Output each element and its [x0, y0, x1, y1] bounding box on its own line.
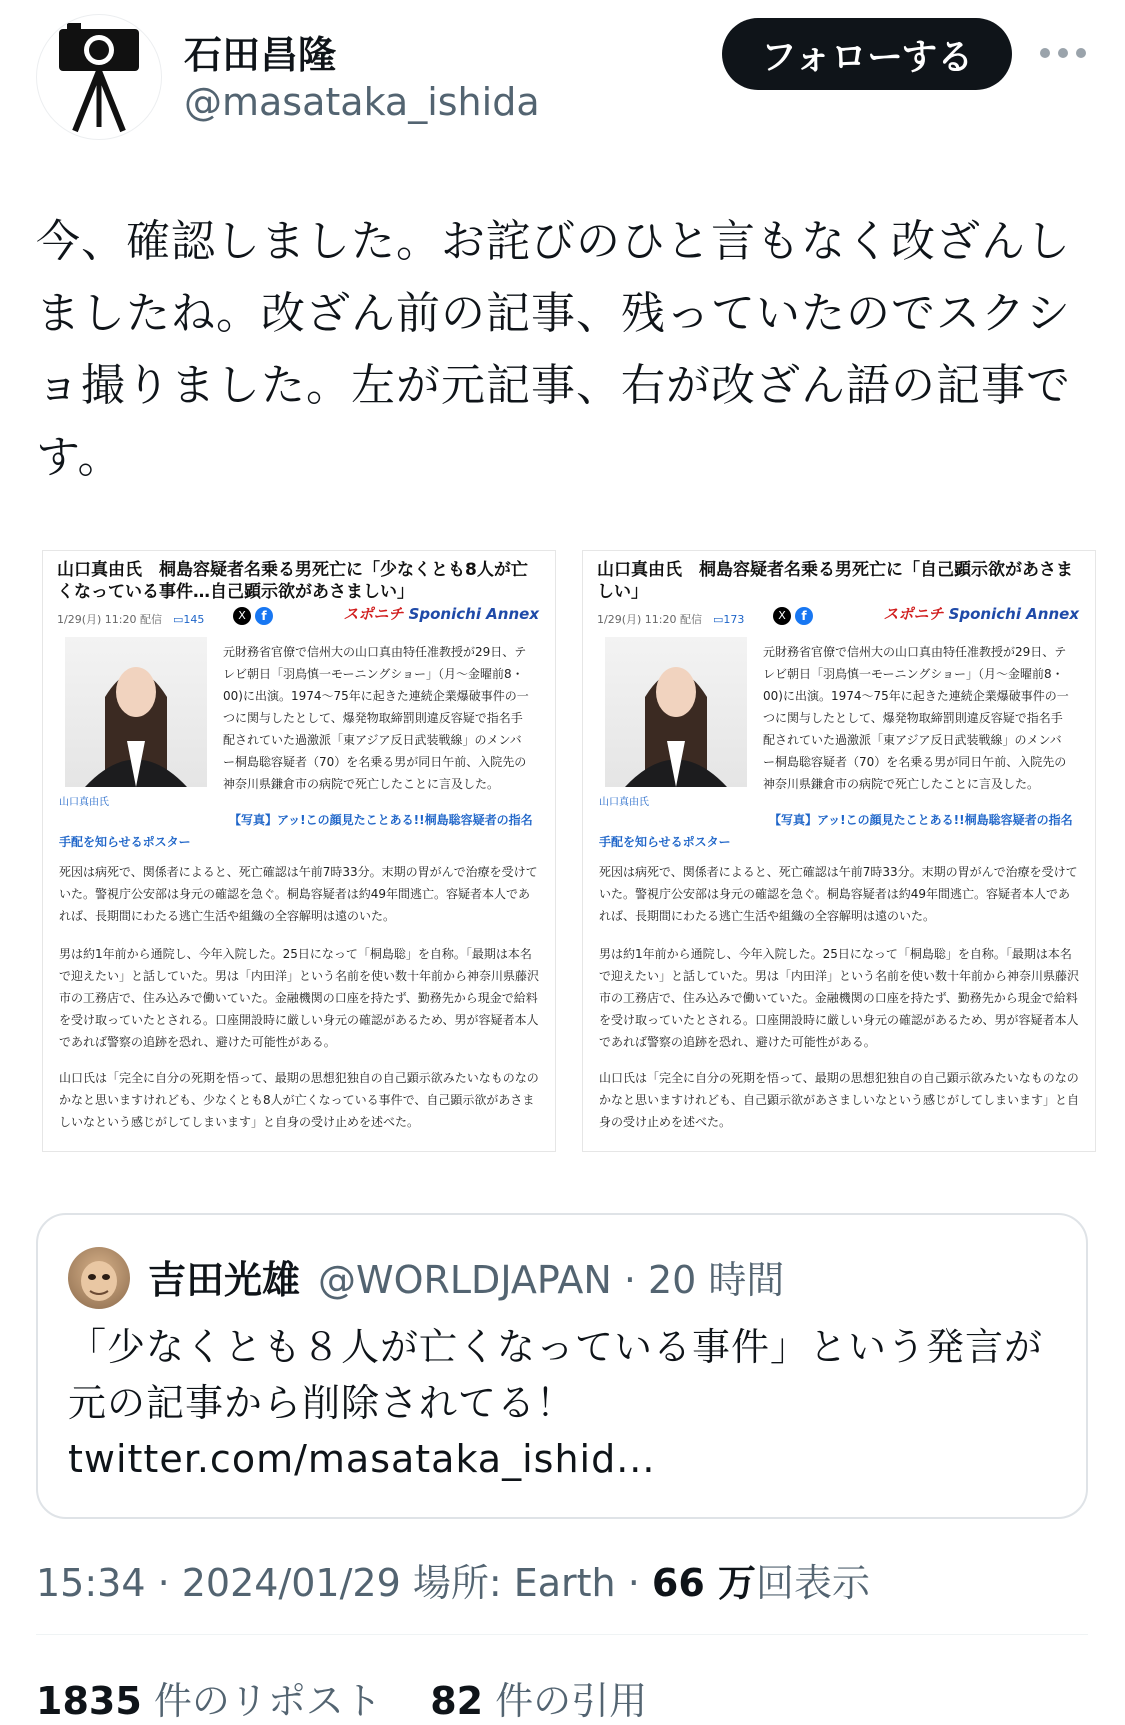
tweet-timestamp: 15:34 · 2024/01/29 場所: Earth · 66 万回表示	[36, 1561, 871, 1605]
article-paragraph: 男は約1年前から通院し、今年入院した。25日になって「桐島聡」を自称。「最期は本名で迎えたい」と話していた。男は「内田洋」という名前を使い数十年前から神奈川県藤沢市の工務店で、住み込みで働いていた。金融機関の口座を持たず、勤務先から現金で給料を受け取っていたとされる。口座開設時に厳しい身元の確認があるため、男が容疑者本人であれば警察の追跡を恐れ、避けた可能性がある。	[599, 947, 1080, 1049]
sponichi-logo: スポニチ Sponichi Annex	[343, 605, 539, 623]
quotes-link[interactable]: 82 件の引用	[430, 1679, 648, 1723]
share-icons	[233, 607, 277, 627]
article-paragraph: 男は約1年前から通院し、今年入院した。25日になって「桐島聡」を自称。「最期は本名で迎えたい」と話していた。男は「内田洋」という名前を使い数十年前から神奈川県藤沢市の工務店で、住み込みで働いていた。金融機関の口座を持たず、勤務先から現金で給料を受け取っていたとされる。口座開設時に厳しい身元の確認があるため、男が容疑者本人であれば警察の追跡を恐れ、避けた可能性がある。	[59, 947, 540, 1049]
author-handle[interactable]: @masataka_ishida	[184, 80, 540, 124]
article-headline: 山口真由氏 桐島容疑者名乗る男死亡に「少なくとも8人が亡くなっている事件…自己顕示欲があさましい」	[57, 560, 528, 602]
article-lead: 元財務省官僚で信州大の山口真由特任准教授が29日、テレビ朝日「羽鳥慎一モーニングショー」（月〜金曜前8・00)に出演。1974〜75年に起きた連続企業爆破事件の一つに関与したとして、爆発物取締罰則違反容疑で指名手配されていた過激派「東アジア反日武装戦線」のメンバー桐島聡容疑者（70）を名乗る男が同日午前、入院先の神奈川県鎌倉市の病院で死亡したことに言及した。	[763, 645, 1069, 791]
article-photo	[65, 637, 207, 787]
divider	[36, 1634, 1088, 1635]
facebook-icon: f	[795, 607, 813, 625]
engagement-stats	[36, 1670, 647, 1725]
article-meta: 1/29(月) 11:20 配信 ▭173	[597, 613, 745, 626]
more-options-icon[interactable]	[1040, 38, 1090, 68]
article-paragraph: 死因は病死で、関係者によると、死亡確認は午前7時33分。末期の胃がんで治療を受けていた。警視庁公安部は身元の確認を急ぐ。桐島容疑者は約49年間逃亡。容疑者本人であれば、長期間にわたる逃亡生活や組織の全容解明は遠のいた。	[599, 865, 1078, 923]
follow-button[interactable]: フォローする	[722, 18, 1012, 90]
article-screenshot-edited[interactable]	[582, 550, 1096, 1152]
article-screenshot-original[interactable]	[42, 550, 556, 1152]
x-logo-icon: X	[773, 607, 791, 625]
photo-link[interactable]: 【写真】アッ!この顔見たことある!!桐島聡容疑者の指名手配を知らせるポスター	[599, 813, 1073, 849]
views-count: 66 万	[651, 1561, 756, 1605]
author-avatar[interactable]	[36, 14, 162, 140]
photo-caption: 山口真由氏	[599, 797, 649, 808]
x-logo-icon: X	[233, 607, 251, 625]
tweet-media[interactable]	[36, 550, 1088, 1155]
quoted-author-handle[interactable]: @WORLDJAPAN · 20 時間	[318, 1258, 785, 1302]
tweet-header	[0, 0, 1125, 150]
article-paragraph: 山口氏は「完全に自分の死期を悟って、最期の思想犯独自の自己顕示欲みたいなものなのかなと思いますけれども、自己顕示欲があさましいなという感じがしてしまいます」と自身の受け止めを述べた。	[599, 1071, 1080, 1129]
article-photo	[605, 637, 747, 787]
quoted-tweet[interactable]	[36, 1213, 1088, 1519]
sponichi-logo: スポニチ Sponichi Annex	[883, 605, 1079, 623]
photo-caption: 山口真由氏	[59, 797, 109, 808]
photo-link[interactable]: 【写真】アッ!この顔見たことある!!桐島聡容疑者の指名手配を知らせるポスター	[59, 813, 533, 849]
camera-tripod-icon	[37, 15, 161, 139]
article-lead: 元財務省官僚で信州大の山口真由特任准教授が29日、テレビ朝日「羽鳥慎一モーニングショー」（月〜金曜前8・00)に出演。1974〜75年に起きた連続企業爆破事件の一つに関与したとして、爆発物取締罰則違反容疑で指名手配されていた過激派「東アジア反日武装戦線」のメンバー桐島聡容疑者（70）を名乗る男が同日午前、入院先の神奈川県鎌倉市の病院で死亡したことに言及した。	[223, 645, 529, 791]
article-meta: 1/29(月) 11:20 配信 ▭145	[57, 613, 205, 626]
quoted-author-avatar[interactable]	[68, 1247, 130, 1309]
facebook-icon: f	[255, 607, 273, 625]
article-paragraph: 山口氏は「完全に自分の死期を悟って、最期の思想犯独自の自己顕示欲みたいなものなのかなと思いますけれども、少なくとも8人が亡くなっている事件で、自己顕示欲があさましいなという感じがしてしまいます」と自身の受け止めを述べた。	[59, 1071, 539, 1129]
tweet-text: 今、確認しました。お詫びのひと言もなく改ざんしましたね。改ざん前の記事、残っていたのでスクショ撮りました。左が元記事、右が改ざん語の記事です。	[36, 216, 1071, 483]
reposts-link[interactable]: 1835 件のリポスト	[36, 1679, 382, 1723]
article-headline: 山口真由氏 桐島容疑者名乗る男死亡に「自己顕示欲があさましい」	[597, 560, 1073, 602]
quoted-author-name[interactable]: 吉田光雄	[148, 1258, 301, 1302]
article-paragraph: 死因は病死で、関係者によると、死亡確認は午前7時33分。末期の胃がんで治療を受けていた。警視庁公安部は身元の確認を急ぐ。桐島容疑者は約49年間逃亡。容疑者本人であれば、長期間にわたる逃亡生活や組織の全容解明は遠のいた。	[59, 865, 538, 923]
quoted-tweet-text: 「少なくとも８人が亡くなっている事件」という発言が元の記事から削除されてる！ twitter.com/masataka_ishid...	[68, 1325, 1044, 1481]
author-name[interactable]: 石田昌隆	[184, 33, 337, 77]
share-icons	[773, 607, 817, 627]
